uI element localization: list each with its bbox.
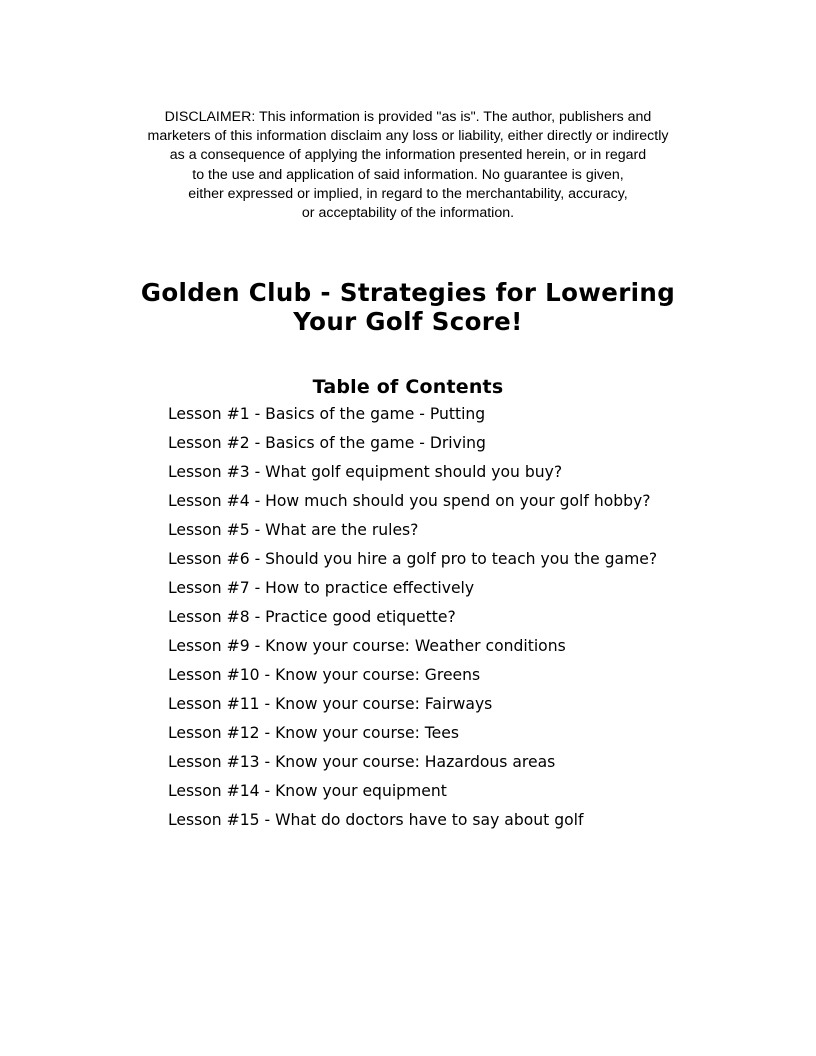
- list-item: Lesson #9 - Know your course: Weather conditions: [168, 637, 566, 655]
- list-item: Lesson #14 - Know your equipment: [168, 782, 447, 800]
- disclaimer-line: DISCLAIMER: This information is provided "as is". The author, publishers and: [164, 109, 652, 125]
- table-of-contents-heading: Table of Contents: [312, 375, 504, 398]
- disclaimer-line: or acceptability of the information.: [301, 205, 515, 222]
- disclaimer-line: as a consequence of applying the information presented herein, or in regard: [169, 147, 647, 164]
- disclaimer-line: either expressed or implied, in regard to the merchantability, accuracy,: [188, 185, 628, 202]
- page-title: [108, 278, 708, 336]
- list-item: Lesson #8 - Practice good etiquette?: [168, 608, 456, 626]
- list-item: Lesson #10 - Know your course: Greens: [168, 666, 481, 684]
- list-item: Lesson #7 - How to practice effectively: [168, 579, 475, 597]
- list-item: Lesson #15 - What do doctors have to say about golf: [168, 811, 584, 829]
- list-item: Lesson #4 - How much should you spend on your golf hobby?: [168, 492, 651, 510]
- list-item: Lesson #1 - Basics of the game - Putting: [168, 405, 486, 423]
- page-title-line: Golden Club - Strategies for Lowering: [140, 278, 676, 308]
- list-item: Lesson #2 - Basics of the game - Driving: [168, 434, 486, 452]
- list-item: Lesson #6 - Should you hire a golf pro to teach you the game?: [168, 550, 658, 568]
- list-item: Lesson #11 - Know your course: Fairways: [168, 695, 493, 713]
- disclaimer-line: to the use and application of said information. No guarantee is given,: [192, 166, 624, 183]
- page-title-line: Your Golf Score!: [293, 307, 523, 337]
- list-item: Lesson #13 - Know your course: Hazardous areas: [168, 753, 556, 771]
- list-item: Lesson #3 - What golf equipment should you buy?: [168, 463, 563, 481]
- disclaimer-block: [108, 108, 708, 223]
- list-item: Lesson #12 - Know your course: Tees: [168, 724, 459, 742]
- list-item: Lesson #5 - What are the rules?: [168, 521, 419, 539]
- table-of-contents-list: [168, 400, 670, 835]
- disclaimer-line: marketers of this information disclaim any loss or liability, either directly or indirectly: [147, 128, 669, 145]
